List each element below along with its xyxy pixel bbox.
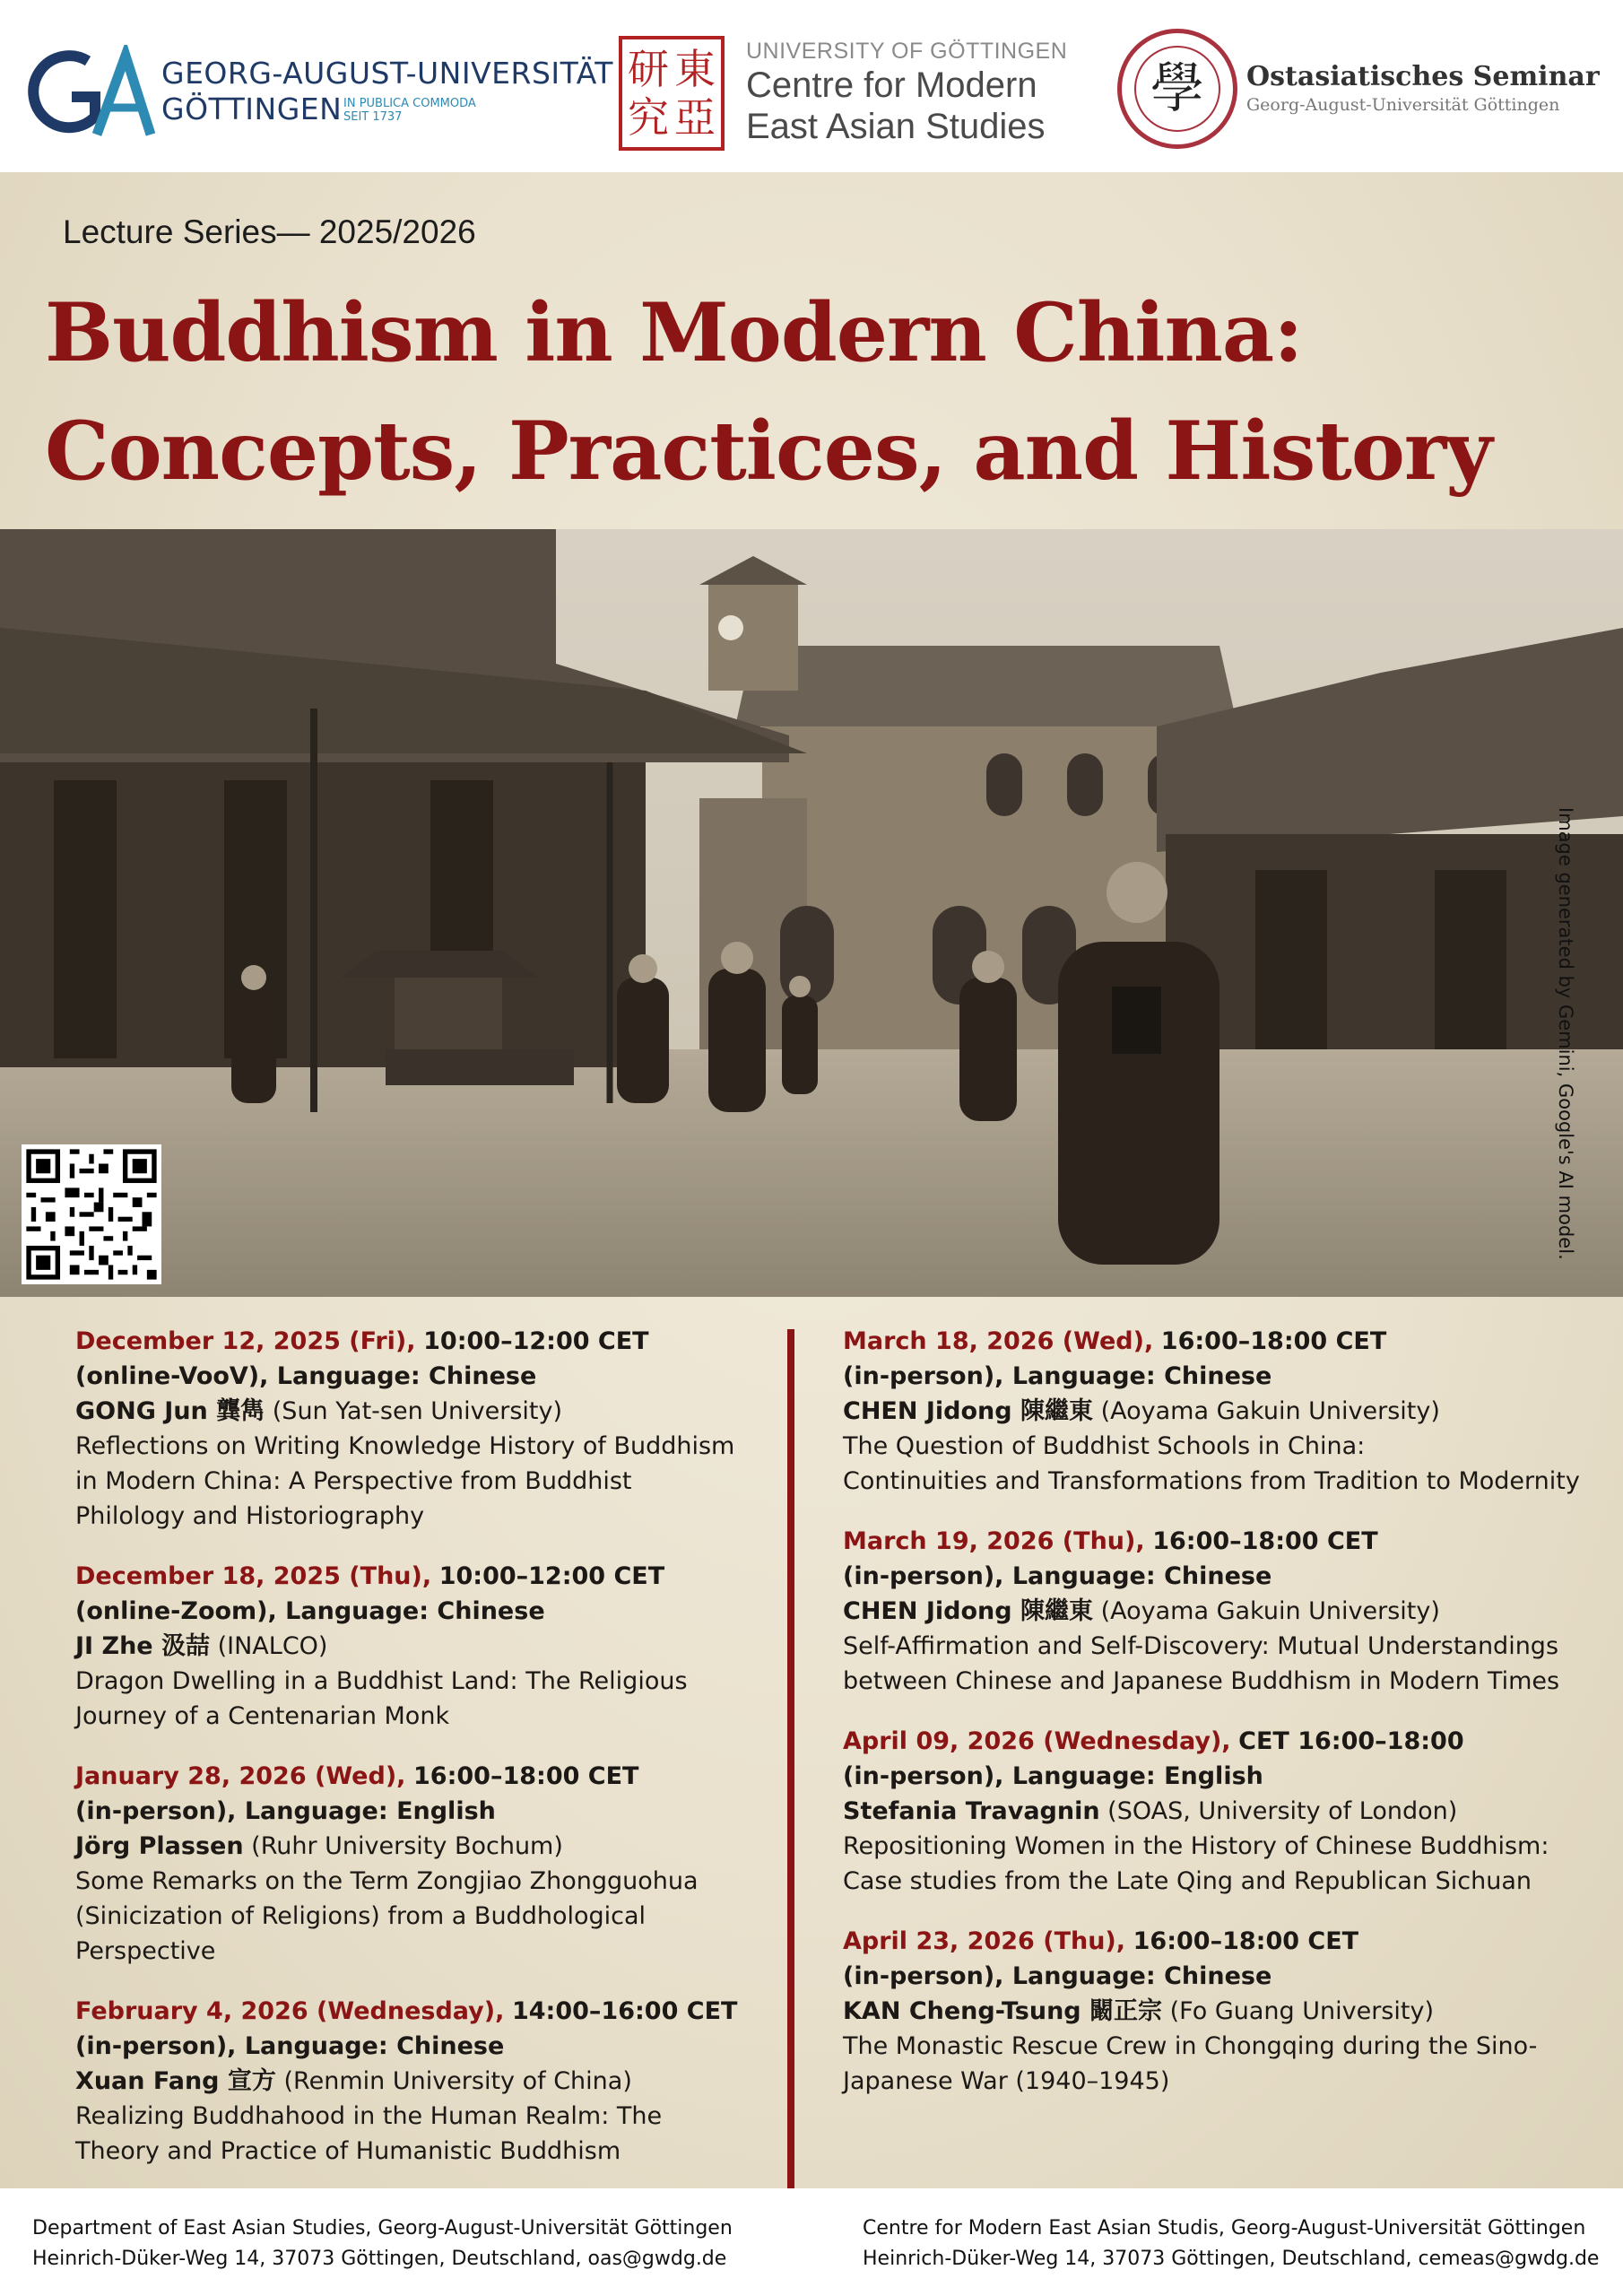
event-time: 16:00–18:00 CET — [1160, 1327, 1387, 1355]
event-date: March 18, 2026 (Wed), — [843, 1327, 1154, 1355]
event-talk-line: Self-Affirmation and Self-Discovery: Mutual Understandings — [843, 1632, 1559, 1660]
event-talk-line: Dragon Dwelling in a Buddhist Land: The Religious — [75, 1667, 688, 1695]
goettingen-motto-line2: SEIT 1737 — [343, 110, 403, 124]
event-format: (in-person), Language: Chinese — [843, 1962, 1272, 1990]
seal-char-2: 亞 — [674, 93, 716, 142]
event-affiliation: (Sun Yat-sen University) — [272, 1397, 563, 1425]
event-talk-line: Journey of a Centenarian Monk — [75, 1702, 450, 1730]
event-format: (in-person), Language: English — [843, 1762, 1263, 1790]
event-item — [843, 1324, 1596, 1499]
event-time: 16:00–18:00 CET — [1133, 1927, 1359, 1955]
event-affiliation: (Fo Guang University) — [1169, 1997, 1434, 2025]
event-item — [75, 1559, 793, 1734]
event-speaker: Jörg Plassen — [75, 1832, 244, 1860]
event-date: December 12, 2025 (Fri), — [75, 1327, 416, 1355]
event-speaker: Stefania Travagnin — [843, 1797, 1100, 1825]
event-time: 16:00–18:00 CET — [413, 1762, 639, 1790]
goettingen-name-city: GÖTTINGEN — [161, 91, 343, 126]
cemeas-wordmark — [746, 38, 1067, 147]
photo-credit: Image generated by Gemini, Google's AI model. — [1555, 807, 1576, 1260]
poster-title-line2: Concepts, Practices, and History — [45, 404, 1492, 499]
cemeas-name-line2: East Asian Studies — [746, 107, 1046, 146]
event-item — [75, 1759, 793, 1969]
footer-right-contact — [863, 2213, 1599, 2274]
event-item — [75, 1994, 793, 2169]
event-talk-line: Philology and Historiography — [75, 1502, 425, 1530]
event-date: December 18, 2025 (Thu), — [75, 1562, 432, 1590]
footer-right-line1: Centre for Modern East Asian Studis, Georg-August-Universität Göttingen — [863, 2217, 1586, 2239]
event-affiliation: (Renmin University of China) — [283, 2067, 632, 2095]
event-talk-line: The Monastic Rescue Crew in Chongqing during the Sino- — [843, 2032, 1538, 2060]
event-talk-line: Reflections on Writing Knowledge History of Buddhism — [75, 1432, 735, 1460]
event-item — [843, 1724, 1596, 1899]
event-format: (online-VooV), Language: Chinese — [75, 1362, 537, 1390]
event-time: 10:00–12:00 CET — [438, 1562, 665, 1590]
event-format: (in-person), Language: Chinese — [75, 2032, 505, 2060]
event-date: March 19, 2026 (Thu), — [843, 1527, 1145, 1555]
event-talk-line: Case studies from the Late Qing and Republican Sichuan — [843, 1867, 1532, 1895]
event-talk-line: between Chinese and Japanese Buddhism in Modern Times — [843, 1667, 1560, 1695]
event-affiliation: (Aoyama Gakuin University) — [1100, 1397, 1440, 1425]
event-affiliation: (SOAS, University of London) — [1107, 1797, 1458, 1825]
event-date: January 28, 2026 (Wed), — [75, 1762, 406, 1790]
goettingen-name-line1: GEORG-AUGUST-UNIVERSITÄT — [161, 56, 613, 91]
event-talk-line: (Sinicization of Religions) from a Buddhological — [75, 1902, 647, 1930]
poster-title-line1: Buddhism in Modern China: — [45, 285, 1303, 380]
event-speaker: KAN Cheng-Tsung 闞正宗 — [843, 1997, 1163, 2025]
event-talk-line: Japanese War (1940–1945) — [843, 2067, 1170, 2095]
qr-code[interactable] — [22, 1144, 161, 1284]
logo-header — [0, 0, 1623, 172]
event-format: (in-person), Language: Chinese — [843, 1362, 1272, 1390]
events-right-column — [843, 1324, 1596, 2124]
event-talk-line: Perspective — [75, 1937, 216, 1965]
event-talk-line: Theory and Practice of Humanistic Buddhism — [75, 2137, 621, 2165]
temple-courtyard-photo — [0, 529, 1623, 1297]
event-item — [843, 1924, 1596, 2099]
event-date: April 23, 2026 (Thu), — [843, 1927, 1126, 1955]
event-time: CET 16:00–18:00 — [1238, 1727, 1464, 1755]
seal-char-1: 東 — [674, 45, 716, 93]
event-speaker: CHEN Jidong 陳繼東 — [843, 1597, 1093, 1625]
event-time: 14:00–16:00 CET — [511, 1997, 738, 2025]
event-item — [75, 1324, 793, 1534]
cemeas-name-line1: Centre for Modern — [746, 65, 1037, 105]
event-talk-line: in Modern China: A Perspective from Buddhist — [75, 1467, 632, 1495]
footer-right-line2: Heinrich-Düker-Weg 14, 37073 Göttingen, Deutschland, cemeas@gwdg.de — [863, 2248, 1600, 2270]
events-left-column — [75, 1324, 793, 2194]
event-date: April 09, 2026 (Wednesday), — [843, 1727, 1231, 1755]
series-label: Lecture Series— 2025/2026 — [63, 213, 476, 250]
footer-left-line1: Department of East Asian Studies, Georg-August-Universität Göttingen — [32, 2217, 733, 2239]
event-talk-line: The Question of Buddhist Schools in China: — [843, 1432, 1366, 1460]
seal-char-4: 究 — [628, 93, 669, 142]
event-affiliation: (Aoyama Gakuin University) — [1100, 1597, 1440, 1625]
event-speaker: GONG Jun 龔雋 — [75, 1397, 265, 1425]
event-affiliation: (Ruhr University Bochum) — [251, 1832, 563, 1860]
event-date: February 4, 2026 (Wednesday), — [75, 1997, 505, 2025]
event-format: (in-person), Language: English — [75, 1797, 496, 1825]
event-talk-line: Realizing Buddhahood in the Human Realm: The — [75, 2102, 663, 2130]
event-format: (online-Zoom), Language: Chinese — [75, 1597, 545, 1625]
footer-left-contact — [32, 2213, 733, 2274]
oas-emblem-char: 學 — [1134, 46, 1220, 132]
goettingen-ga-logo — [25, 45, 160, 144]
event-talk-line: Continuities and Transformations from Tradition to Modernity — [843, 1467, 1580, 1495]
event-format: (in-person), Language: Chinese — [843, 1562, 1272, 1590]
oas-subtitle: Georg-August-Universität Göttingen — [1246, 95, 1560, 115]
event-time: 10:00–12:00 CET — [423, 1327, 649, 1355]
event-affiliation: (INALCO) — [217, 1632, 328, 1660]
footer-left-line2: Heinrich-Düker-Weg 14, 37073 Göttingen, Deutschland, oas@gwdg.de — [32, 2248, 727, 2270]
goettingen-motto — [343, 97, 476, 124]
event-time: 16:00–18:00 CET — [1152, 1527, 1378, 1555]
event-speaker: Xuan Fang 宣方 — [75, 2067, 276, 2095]
seal-char-3: 研 — [628, 45, 669, 93]
event-talk-line: Repositioning Women in the History of Chinese Buddhism: — [843, 1832, 1549, 1860]
cemeas-seal-logo — [619, 36, 725, 151]
event-speaker: CHEN Jidong 陳繼東 — [843, 1397, 1093, 1425]
oas-emblem-logo — [1117, 29, 1237, 149]
event-item — [843, 1524, 1596, 1699]
goettingen-motto-line1: IN PUBLICA COMMODA — [343, 97, 476, 110]
event-speaker: JI Zhe 汲喆 — [75, 1632, 211, 1660]
oas-title: Ostasiatisches Seminar — [1246, 61, 1600, 92]
cemeas-university: UNIVERSITY OF GÖTTINGEN — [746, 39, 1068, 64]
event-talk-line: Some Remarks on the Term Zongjiao Zhongguohua — [75, 1867, 699, 1895]
